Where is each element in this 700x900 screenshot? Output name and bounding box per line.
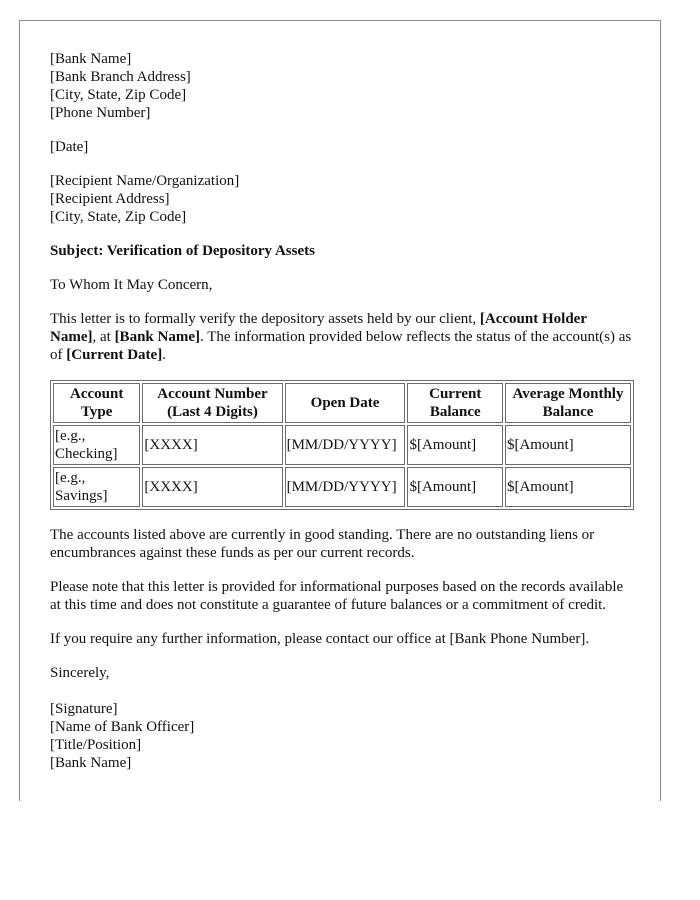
intro-text-2: , at [92,329,115,345]
date-text: [Date] [50,139,89,155]
header-open-date: Open Date [285,383,406,423]
cell-account-type: [e.g., Checking] [53,425,140,465]
letter-content [50,50,634,772]
cell-open-date: [MM/DD/YYYY] [285,467,406,507]
signature-placeholder: [Signature] [50,701,118,717]
signature-block [50,700,634,772]
letter-page [19,20,661,801]
cell-average-monthly-balance: $[Amount] [505,467,631,507]
recipient-name: [Recipient Name/Organization] [50,173,240,189]
header-average-monthly-balance: Average Monthly Balance [505,383,631,423]
cell-account-number: [XXXX] [142,467,282,507]
cell-average-monthly-balance: $[Amount] [505,425,631,465]
intro-text-3: . The information provided below reflects the status of the account(s) as of [50,329,632,363]
recipient-address: [Recipient Address] [50,191,170,207]
contact-paragraph: If you require any further information, please contact our office at [Bank Phone Number]. [50,631,590,647]
signature-bank-name: [Bank Name] [50,755,132,771]
cell-account-number: [XXXX] [142,425,282,465]
header-account-number: Account Number (Last 4 Digits) [142,383,282,423]
recipient-address-block [50,172,634,226]
intro-text-4: . [162,347,166,363]
account-holder-placeholder: [Account Holder Name] [50,311,587,345]
officer-name: [Name of Bank Officer] [50,719,195,735]
header-account-type: Account Type [53,383,140,423]
cell-account-type: [e.g., Savings] [53,467,140,507]
intro-text-1: This letter is to formally verify the depository assets held by our client, [50,311,480,327]
cell-open-date: [MM/DD/YYYY] [285,425,406,465]
subject-line: Subject: Verification of Depository Assets [50,243,315,259]
cell-current-balance: $[Amount] [407,425,503,465]
closing: Sincerely, [50,665,110,681]
header-current-balance: Current Balance [407,383,503,423]
officer-title: [Title/Position] [50,737,142,753]
sender-bank-name: [Bank Name] [50,51,132,67]
sender-branch-address: [Bank Branch Address] [50,69,191,85]
sender-address-block [50,50,634,122]
sender-city-state-zip: [City, State, Zip Code] [50,87,187,103]
disclaimer-paragraph: Please note that this letter is provided for informational purposes based on the records available at this time and does not constitute a guarantee of future balances or a commitment of credit. [50,579,624,613]
intro-paragraph [50,310,634,364]
cell-current-balance: $[Amount] [407,467,503,507]
salutation: To Whom It May Concern, [50,277,213,293]
accounts-table [50,380,634,510]
letter-date [50,138,634,156]
bank-name-placeholder: [Bank Name] [114,329,200,345]
sender-phone: [Phone Number] [50,105,151,121]
table-row [53,467,631,507]
recipient-city-state-zip: [City, State, Zip Code] [50,209,187,225]
standing-paragraph: The accounts listed above are currently in good standing. There are no outstanding liens or encumbrances against these funds as per our current records. [50,527,595,561]
table-row [53,425,631,465]
table-header-row [53,383,631,423]
current-date-placeholder: [Current Date] [66,347,163,363]
